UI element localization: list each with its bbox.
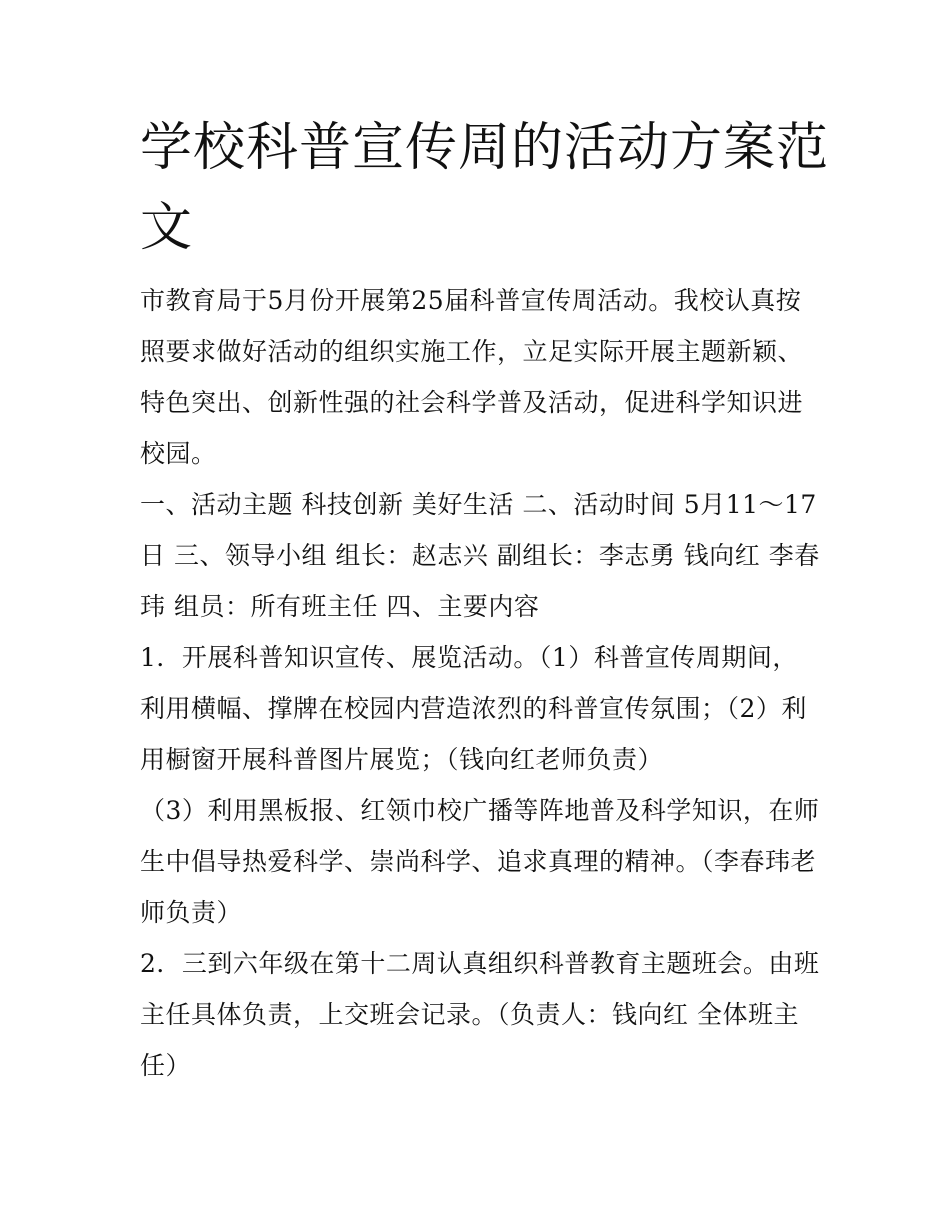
paragraph-theme-time-leaders: 一、活动主题 科技创新 美好生活 二、活动时间 5月11～17日 三、领导小组 组长：赵志兴 副组长：李志勇 钱向红 李春玮 组员：所有班主任 四、主要内容 [140, 490, 820, 621]
paragraph-item-1-3: （3）利用黑板报、红领巾校广播等阵地普及科学知识，在师生中倡导热爱科学、崇尚科学、追求真理的精神。（李春玮老师负责） [140, 796, 820, 927]
document-title: 学校科普宣传周的活动方案范文 [140, 118, 830, 258]
document-body [140, 275, 820, 1091]
paragraph-item-2: 2．三到六年级在第十二周认真组织科普教育主题班会。由班主任具体负责，上交班会记录。（负责人：钱向红 全体班主任） [140, 949, 820, 1080]
paragraph-item-1: 1．开展科普知识宣传、展览活动。（1）科普宣传周期间，利用横幅、撑牌在校园内营造浓烈的科普宣传氛围；（2）利用橱窗开展科普图片展览；（钱向红老师负责） [140, 643, 807, 774]
paragraph-intro: 市教育局于5月份开展第25届科普宣传周活动。我校认真按照要求做好活动的组织实施工作，立足实际开展主题新颖、特色突出、创新性强的社会科学普及活动，促进科学知识进校园。 [140, 286, 804, 468]
